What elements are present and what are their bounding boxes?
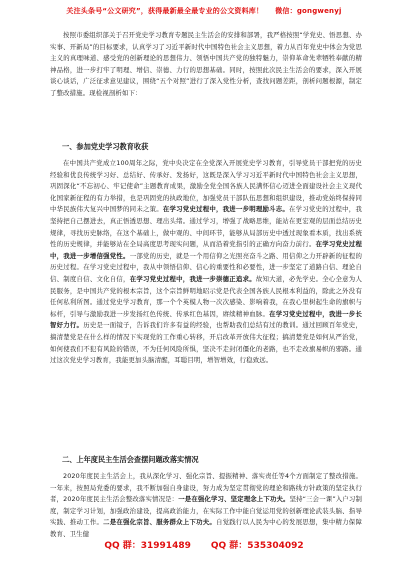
section-1-text-d: 故知大道，必先学史。全心全意为人民服务，是中国共产党的根本宗旨，这个宗旨鲜明地昭示党是代表全国各族人民根本利益的，除此之外没有任何私利所图。通过党史学习教育，那一个个英模人物一次次感染、影响着我，在我心里树起生命的旗帜与标杆，引导与激励我进一步发扬红色传统、传承红色基因，赓续精神血脉。 (50, 274, 362, 318)
section-1-text-a: 在中国共产党成立100周年之际，党中央决定在全党深入开展党史学习教育，引导党员干部把党的历史经验和优良传统学习好、总结好、传承好、发扬好，这既是深入学习习近平新时代中国特色社会主义思想，巩固深化“不忘初心、牢记使命”主题教育成果，激励全党全国各族人民满怀信心迈进全面建设社会主义现代化国家新征程的有力举措，也是巩固党的执政地位，加强党员干部队伍思想和组织建设，推动党始终保持同中华民族伟大复兴中国梦的同未之策。 (50, 159, 362, 214)
section-2-text-b: 坚持“三会一课”入户习制度，制定学习计划，加强政治建设，提高政治能力，在实际工作中能自觉运用党的创新理论武装头脑、指导实践、推动工作。 (50, 495, 362, 527)
section-1-bold-d: 在学习党史过程中，我进一步长智好力行。 (50, 309, 362, 330)
footer-contact (0, 538, 408, 551)
section-1-heading: 一、参加党史学习教育收获 (62, 142, 149, 151)
section-1-paragraph (50, 158, 362, 448)
section-2-text-a: 2020年度民主生活会上，我从深化学习、强化宗旨、提振精神、落实责任等4个方面制定了整改措施。一年来，按照局党委的要求，我不断加强自身建设，努力成为坚定贯彻党的理论和路线方针政策的坚定执行者，2020年度民主生活会整改落实情况是： (50, 472, 362, 504)
section-2-paragraph (50, 471, 362, 538)
section-1-text-c: 一部党的历史，就是一个用信仰之光照亮奋斗之路、用信仰之力开辟新的征程的历史过程。在学习党史过程中，我从中领悟信仰、信心的重要性和必要性，进一步坚定了道路自信、理论自信、制度自信、文化自信， (50, 251, 362, 283)
section-2-bold-a: 一是在强化学习、坚定理念上下功夫。 (178, 495, 290, 504)
banner-promo-text: 关注头条号“公文研究”，获得最新最全最专业的公文资料库！ (66, 7, 264, 15)
footer-qq-group-1: QQ 群：31991489 (104, 541, 191, 551)
intro-paragraph: 按照市委组织部关于召开党史学习教育专题民主生活会的安排和部署，我严格按照“学党史、悟思想、办实事、开新局”的目标要求，认真学习了习近平新时代中国特色社会主义思想，着力从百年党史中体会为党思主义的真理味道、感受党的创新理论的思想伟力、领悟中国共产党的独特魅力，崇仰革命先辈牺牲奉献的精神品格，进一步打牢了明理、增信、崇德、力行的思想基础。同时，按照此次民主生活会的要求，深入开展谈心谈话，广泛征求意见建议，围绕“五个对照”进行了深入党性分析，查找问题差距，剖析问题根源，制定了整改措施。现检视剖析如下： (50, 31, 362, 97)
footer-qq-group-2: QQ 群：535304092 (210, 541, 304, 551)
section-2-text-c: 自觉践行以人民为中心的发展思想，集中精力保障教育、卫生健 (50, 518, 362, 538)
section-2-bold-b: 二是在强化宗旨、服务群众上下功夫。 (103, 518, 217, 527)
section-1-bold-c: 在学习党史过程中，我进一步崇德正追求。 (129, 274, 256, 283)
document-body (50, 30, 362, 538)
section-1-bold-b: 在学习党史过程中，我进一步增信强党性。 (50, 240, 362, 260)
header-banner (0, 6, 408, 24)
banner-wechat-text: 微信：gongwenyj (275, 7, 342, 15)
section-1-text-b: 在学习党史的过程中，我坚持把自己摆进去，真正悟透思想、理出头绪。通过学习，增强了战略思维，能站在更宏观的层面总结历史规律，寻找历史脉络，在这个基础上，做中观的、中间环节，能够从局部历史中透过现象看本质，找出系统性的历史规律，并能够站在全局高度思考现实问题，从而沿着党指引的正确方向奋力前行。 (50, 205, 362, 249)
section-1-bold-a: 在学习党史过程中，我进一步明理励斗志。 (162, 205, 290, 214)
section-1-text-e: 历史是一面镜子，告诉我们许多有益的经验，也帮助我们总结有过的教训。通过回顾百年党史，搞清楚党是在什么样的情况下实现党的工作重心转移，开启改革开放伟大征程；搞清楚党是如何从严治党，如何使我们不犯有风险的错误，不为任何风险所惧，坚决不走封闭僵化的老路，也不走改旗易帜的邪路。通过这次党史学习教育，我能更加头脑清醒，耳聪目明，增智增效，行稳致远。 (50, 321, 362, 365)
section-2-heading: 二、上年度民主生活会查摆问题改落实情况 (62, 455, 199, 464)
